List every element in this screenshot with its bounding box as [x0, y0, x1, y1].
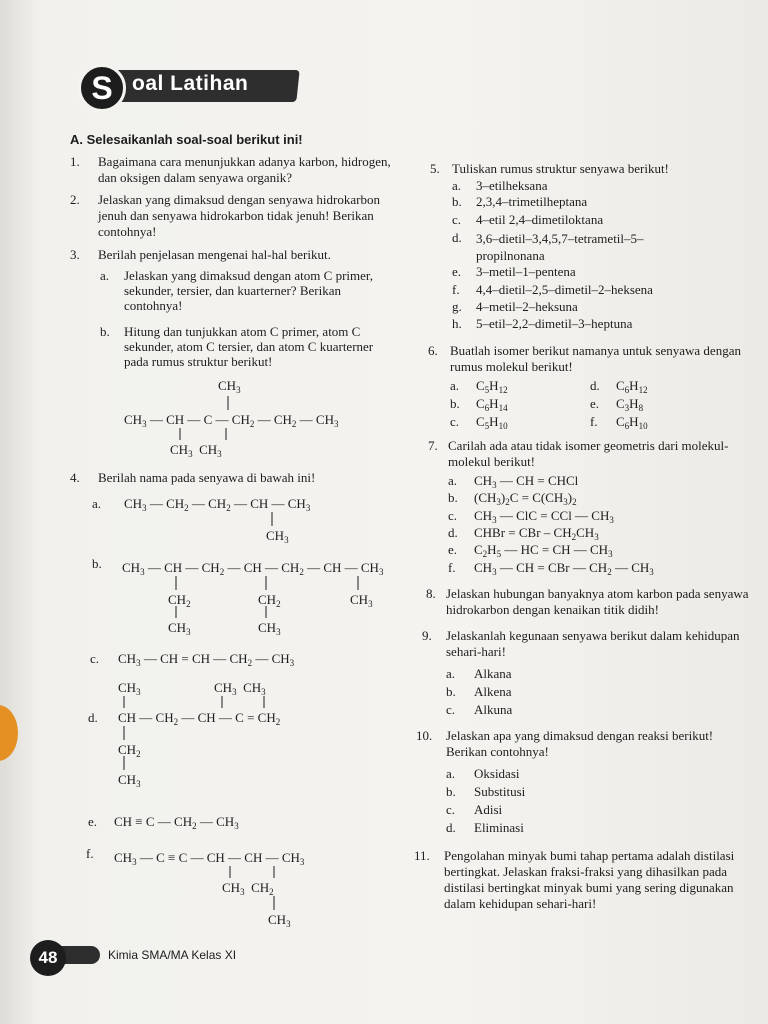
q2-text: Jelaskan yang dimaksud dengan senyawa hidrokarbon jenuh dan senyawa hidrokarbon tidak jenuh! Berikan contohnya!: [98, 192, 380, 239]
q5g-label: g.: [452, 299, 462, 314]
page-number: 48: [30, 940, 66, 976]
q9-number: 9.: [422, 628, 432, 643]
q4d-label: d.: [88, 710, 98, 725]
q3b-text: Hitung dan tunjukkan atom C primer, atom C sekunder, atom C tersier, dan atom C kuarterner pada rumus struktur berikut!: [124, 324, 374, 369]
q5-text: Tuliskan rumus struktur senyawa berikut!: [452, 161, 669, 176]
banner-initial: S: [78, 64, 126, 112]
page-number-badge: [30, 940, 102, 978]
q8-number: 8.: [426, 586, 436, 601]
q3b-label: b.: [100, 324, 110, 339]
q5f-label: f.: [452, 282, 460, 297]
q9c-label: c.: [446, 702, 456, 717]
q3a-text: Jelaskan yang dimaksud dengan atom C primer, sekunder, tersier, dan kuarterner? Berikan contohnya!: [124, 268, 373, 313]
book-title: Kimia SMA/MA Kelas XI: [108, 948, 237, 962]
q5-number: 5.: [430, 161, 440, 176]
q6-number: 6.: [428, 343, 438, 358]
q10a-label: a.: [446, 766, 456, 781]
q5d-text: 3,6–dietil–3,4,5,7–tetrametil–5–propilnonana: [476, 231, 644, 263]
q4e-label: e.: [88, 814, 98, 829]
q10c-label: c.: [446, 802, 456, 817]
q10-number: 10.: [416, 728, 433, 743]
q4c-label: c.: [90, 651, 100, 666]
q10d-label: d.: [446, 820, 456, 835]
q5g-text: 4–metil–2–heksuna: [476, 299, 578, 314]
q2-number: 2.: [70, 192, 80, 207]
q7-text: Carilah ada atau tidak isomer geometris dari molekul-molekul berikut!: [448, 438, 729, 469]
q9b-text: Alkena: [474, 684, 512, 699]
section-heading: A. Selesaikanlah soal-soal berikut ini!: [70, 132, 303, 147]
q3-text: Berilah penjelasan mengenai hal-hal berikut.: [98, 247, 331, 262]
q11-number: 11.: [414, 848, 430, 863]
q7-number: 7.: [428, 438, 438, 453]
q5a-label: a.: [452, 178, 462, 193]
q5e-text: 3–metil–1–pentena: [476, 264, 576, 279]
q4a-label: a.: [92, 496, 102, 511]
q5f-text: 4,4–dietil–2,5–dimetil–2–heksena: [476, 282, 653, 297]
q11-text: Pengolahan minyak bumi tahap pertama adalah distilasi bertingkat. Jelaskan fraksi-fraksi yang dihasilkan pada distilasi bertingkat minyak bumi yang sering digunakan dalam kehidupan sehari-hari!: [444, 848, 735, 911]
q8-text: Jelaskan hubungan banyaknya atom karbon pada senyawa hidrokarbon dengan kenaikan titik didih!: [446, 586, 749, 617]
q9-text: Jelaskanlah kegunaan senyawa berikut dalam kehidupan sehari-hari!: [446, 628, 740, 659]
q5a-text: 3–etilheksana: [476, 178, 548, 193]
q9a-text: Alkana: [474, 666, 512, 681]
q10b-label: b.: [446, 784, 456, 799]
q3a-label: a.: [100, 268, 110, 283]
textbook-page: S oal Latihan A. Selesaikanlah soal-soal berikut ini! 1. Bagaimana cara menunjukkan adanya karbon, hidrogen, dan oksigen dalam senyawa organik? 2. Jelaskan yang dimaksud dengan senyawa hidrokarbon jenuh dan senyawa hidrokarbon tidak jenuh! Berikan contohnya! 3. Berilah penjelasan mengenai hal-hal berikut. a. Jelaskan yang dimaksud dengan atom C primer, sekunder, tersier, dan kuarterner? Berikan contohnya! b. Hitung dan tunjukkan atom C primer, atom C sekunder, atom C tersier, dan atom C kuarterner pada rumus struktur berikut! $CH_3$ $CH_3$ — CH — C — $CH_2$ — $CH_2$ — $CH_3$ $CH_3$ $CH_3$ 4. Berilah nama pada senyawa di bawah ini! a. $CH_3$ — $CH_2$ — $CH_2$ — CH — $CH_3$ $CH_3$ b. $CH_3$ — CH — $CH_2$ — CH — $CH_2$ — CH — $CH_3$ $CH_2$ $CH_2$ $CH_3$ $CH_3$ $CH_3$ c. $CH_3$ — CH = CH — $CH_2$ — $CH_3$ d. $CH_3$ $CH_3$ $CH_3$ CH — $CH_2$ — CH — $C = CH_2$ $CH_2$ $CH_3$ e. CH ≡ C — $CH_2$ — $CH_3$ f. $CH_3$ — C ≡ C — CH — CH — $CH_3$ $CH_3$ $CH_2$ $CH_3$ 5. Tuliskan rumus struktur senyawa berikut! a. 3–etilheksana b. 2,3,4–trimetilheptana c. 4–etil 2,4–dimetiloktana d. 3,6–dietil–3,4,5,7–tetrametil–5–propilnonana e. 3–metil–1–pentena f. 4,4–dietil–2,5–dimetil–2–heksena g. 4–metil–2–heksuna h. 5–etil–2,2–dimetil–3–heptuna 6. Buatlah isomer berikut namanya untuk senyawa dengan rumus molekul berikut! a. $C_5H_{12}$ b. $C_6H_{14}$ c. $C_5H_{10}$ d. $C_6H_{12}$ e. $C_3H_8$ f. $C_6H_{10}$ 7. Carilah ada atau tidak isomer geometris dari molekul-molekul berikut! a. $CH_3$ — CH = CHCl b. $(CH_3)_2C = C(CH_3)_2$ c. $CH_3$ — ClC = CCl — $CH_3$ d. CHBr = CBr – $CH_2CH_3$ e. $C_2H_5$ — HC = CH — $CH_3$ f. $CH_3$ — CH = CBr — $CH_2$ — $CH_3$ 8. Jelaskan hubungan banyaknya atom karbon pada senyawa hidrokarbon dengan kenaikan titik didih! 9. Jelaskanlah kegunaan senyawa berikut dalam kehidupan sehari-hari! a. Alkana b. Alkena c. Alkuna 10. Jelaskan apa yang dimaksud dengan reaksi berikut! Berikan contohnya! a. Oksidasi b. Substitusi c. Adisi d. Eliminasi 11. Pengolahan minyak bumi tahap pertama adalah distilasi bertingkat. Jelaskan fraksi-fraksi yang dihasilkan pada distilasi bertingkat minyak bumi yang sering digunakan dalam kehidupan sehari-hari! 48 Kimia SMA/MA Kelas XI: [0, 0, 768, 1024]
q10b-text: Substitusi: [474, 784, 526, 799]
q4f-label: f.: [86, 846, 94, 861]
q5h-label: h.: [452, 316, 462, 331]
q6-text: Buatlah isomer berikut namanya untuk senyawa dengan rumus molekul berikut!: [450, 343, 741, 374]
q5e-label: e.: [452, 264, 462, 279]
banner-title: oal Latihan: [132, 72, 249, 95]
q1-number: 1.: [70, 154, 80, 169]
q3-number: 3.: [70, 247, 80, 262]
q10-text: Jelaskan apa yang dimaksud dengan reaksi berikut! Berikan contohnya!: [446, 728, 714, 759]
q1-text: Bagaimana cara menunjukkan adanya karbon, hidrogen, dan oksigen dalam senyawa organik?: [98, 154, 391, 185]
q10c-text: Adisi: [474, 802, 503, 817]
badge-tail: [60, 946, 100, 964]
q5d-label: d.: [452, 230, 462, 245]
q9b-label: b.: [446, 684, 456, 699]
q4-number: 4.: [70, 470, 80, 485]
q9a-label: a.: [446, 666, 456, 681]
q5c-text: 4–etil 2,4–dimetiloktana: [476, 212, 604, 227]
q4-text: Berilah nama pada senyawa di bawah ini!: [98, 470, 316, 485]
q5b-text: 2,3,4–trimetilheptana: [476, 194, 588, 209]
q5c-label: c.: [452, 212, 462, 227]
q9c-text: Alkuna: [474, 702, 513, 717]
q10a-text: Oksidasi: [474, 766, 520, 781]
q10d-text: Eliminasi: [474, 820, 524, 835]
q4b-label: b.: [92, 556, 102, 571]
q5h-text: 5–etil–2,2–dimetil–3–heptuna: [476, 316, 633, 331]
q5b-label: b.: [452, 194, 462, 209]
